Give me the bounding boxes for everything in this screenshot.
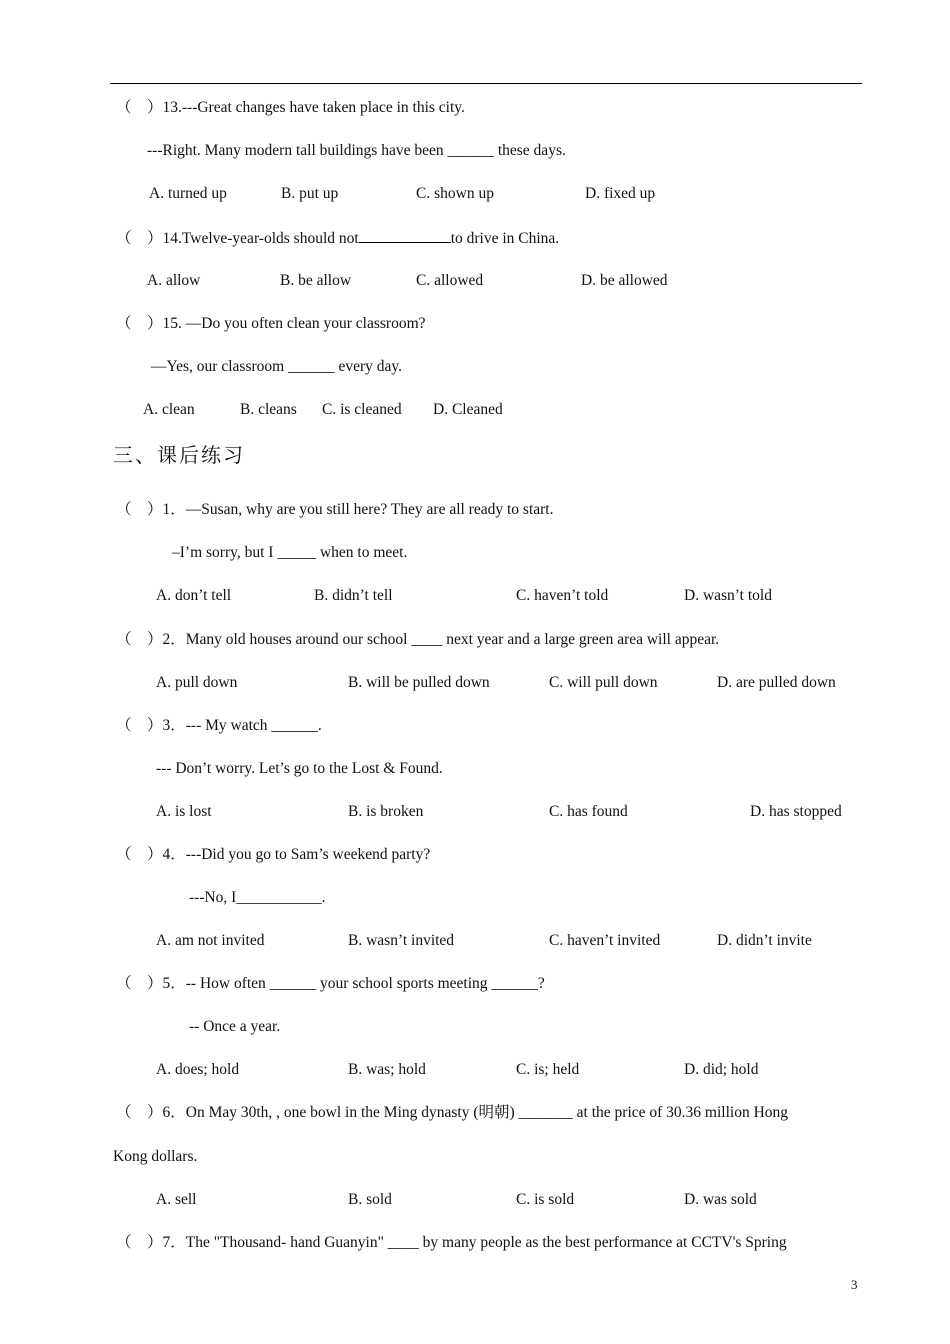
p5-reply: -- Once a year. xyxy=(189,1018,281,1035)
q13-stem: （ ）13.---Great changes have taken place in this city. xyxy=(116,99,465,116)
q14-option-c: C. allowed xyxy=(416,272,484,289)
p4-option-b: B. wasn’t invited xyxy=(348,932,455,949)
q13-reply: ---Right. Many modern tall buildings have been ______ these days. xyxy=(147,142,566,159)
p5-option-d: D. did; hold xyxy=(684,1061,759,1078)
p2-option-a: A. pull down xyxy=(156,674,238,691)
p2-option-d: D. are pulled down xyxy=(717,674,836,691)
p1-stem: （ ）1．—Susan, why are you still here? They are all ready to start. xyxy=(116,501,554,518)
p3-stem: （ ）3．--- My watch ______. xyxy=(116,717,322,734)
p1-option-b: B. didn’t tell xyxy=(314,587,393,604)
p3-option-c: C. has found xyxy=(549,803,628,820)
p4-option-a: A. am not invited xyxy=(156,932,265,949)
p4-option-c: C. haven’t invited xyxy=(549,932,661,949)
q13-option-a: A. turned up xyxy=(149,185,227,202)
q14-option-d: D. be allowed xyxy=(581,272,668,289)
p4-reply: ---No, I___________. xyxy=(189,889,326,906)
q13-option-b: B. put up xyxy=(281,185,339,202)
p4-option-d: D. didn’t invite xyxy=(717,932,812,949)
p5-option-b: B. was; hold xyxy=(348,1061,426,1078)
p3-reply: --- Don’t worry. Let’s go to the Lost & Found. xyxy=(156,760,443,777)
p5-option-c: C. is; held xyxy=(516,1061,580,1078)
p6-stem-cont: Kong dollars. xyxy=(113,1148,198,1165)
q15-stem: （ ）15. —Do you often clean your classroom? xyxy=(116,315,426,332)
p6-stem: （ ）6．On May 30th, , one bowl in the Ming dynasty (明朝) _______ at the price of 30.36 million Hong xyxy=(116,1104,789,1121)
q15-reply: —Yes, our classroom ______ every day. xyxy=(151,358,402,375)
p1-option-c: C. haven’t told xyxy=(516,587,609,604)
p7-stem: （ ）7．The "Thousand- hand Guanyin" ____ by many people as the best performance at CCTV's Spring xyxy=(116,1234,787,1251)
p3-option-a: A. is lost xyxy=(156,803,212,820)
p6-option-a: A. sell xyxy=(156,1191,197,1208)
p3-option-d: D. has stopped xyxy=(750,803,842,820)
p4-stem: （ ）4．---Did you go to Sam’s weekend party? xyxy=(116,846,431,863)
q14-option-a: A. allow xyxy=(147,272,201,289)
q13-option-c: C. shown up xyxy=(416,185,494,202)
p1-option-d: D. wasn’t told xyxy=(684,587,772,604)
q14-stem-after: to drive in China. xyxy=(450,230,560,247)
page-number: 3 xyxy=(851,1277,858,1292)
p3-option-b: B. is broken xyxy=(348,803,424,820)
q14-stem-before: （ ）14.Twelve-year-olds should not xyxy=(116,230,359,247)
q15-option-b: B. cleans xyxy=(240,401,297,418)
p2-stem: （ ）2．Many old houses around our school ____ next year and a large green area will appear. xyxy=(116,631,720,648)
section-title: 三、课后练习 xyxy=(113,445,245,467)
header-rule xyxy=(110,83,862,84)
p2-option-b: B. will be pulled down xyxy=(348,674,490,691)
p5-option-a: A. does; hold xyxy=(156,1061,240,1078)
p1-option-a: A. don’t tell xyxy=(156,587,232,604)
p6-option-c: C. is sold xyxy=(516,1191,575,1208)
p1-reply: –I’m sorry, but I _____ when to meet. xyxy=(172,544,408,561)
p5-stem: （ ）5．-- How often ______ your school sports meeting ______? xyxy=(116,975,545,992)
p2-option-c: C. will pull down xyxy=(549,674,658,691)
q15-option-c: C. is cleaned xyxy=(322,401,402,418)
p6-option-b: B. sold xyxy=(348,1191,392,1208)
q14-stem xyxy=(116,228,559,249)
p6-option-d: D. was sold xyxy=(684,1191,757,1208)
q15-option-d: D. Cleaned xyxy=(433,401,503,418)
q14-blank xyxy=(359,228,451,243)
q13-option-d: D. fixed up xyxy=(585,185,656,202)
q15-option-a: A. clean xyxy=(143,401,195,418)
q14-option-b: B. be allow xyxy=(280,272,352,289)
